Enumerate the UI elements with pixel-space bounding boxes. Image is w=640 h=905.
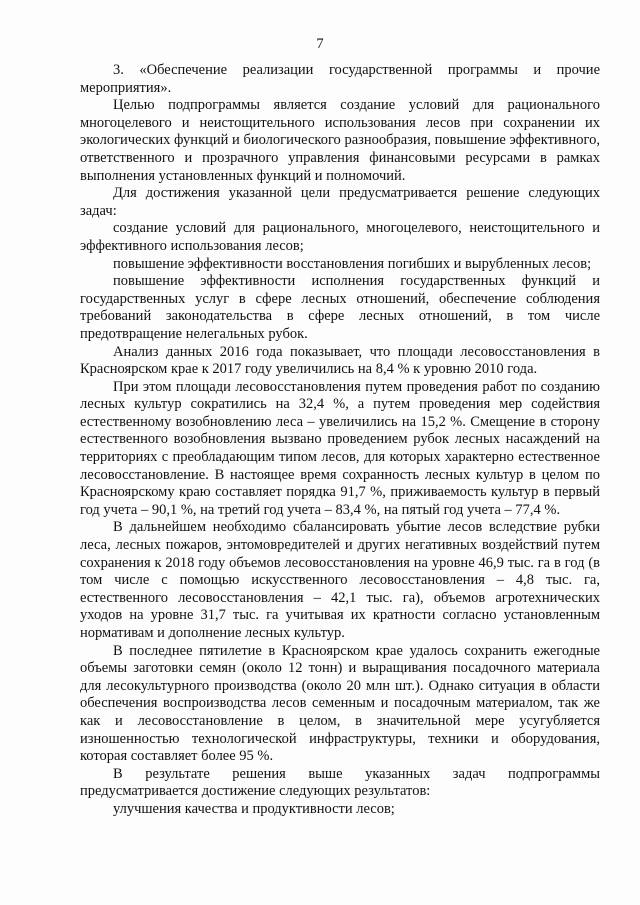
paragraph: В результате решения выше указанных задач подпрограммы предусматривается достижение следующих результатов: [80,765,600,800]
body-text [80,62,600,819]
paragraph: При этом площади лесовосстановления путем проведения работ по созданию лесных культур сократились на 32,4 %, а путем проведения мер содействия естественному возобновлению леса – увеличились на 15,2 %. Смещение в сторону естественного возобновления вызвано проведением рубок лесных насаждений на территориях с преобладающим типом лесов, для которых характерно естественное лесовосстановление. В настоящее время сохранность лесных культур в целом по Красноярскому краю составляет порядка 91,7 %, приживаемость культур в первый год учета – 90,1 %, на третий год учета – 83,4 %, на пятый год учета – 77,4 %. [80,378,600,518]
page-number: 7 [316,36,324,52]
paragraph: Анализ данных 2016 года показывает, что площади лесовосстановления в Красноярском крае к 2017 году увеличились на 8,4 % к уровню 2010 года. [80,343,600,378]
paragraph: В последнее пятилетие в Красноярском крае удалось сохранить ежегодные объемы заготовки семян (около 12 тонн) и выращивания посадочного материала для лесокультурного производства (около 20 млн шт.). Однако ситуация в области обеспечения воспроизводства лесов семенным и посадочным материалом, так же как и лесовосстановление в целом, в значительной мере усугубляется изношенностью технологической инфраструктуры, техники и оборудования, которая составляет более 95 %. [80,642,600,765]
paragraph: 3. «Обеспечение реализации государственной программы и прочие мероприятия». [80,62,600,96]
paragraph: повышение эффективности исполнения государственных функций и государственных услуг в сфере лесных отношений, обеспечение соблюдения требований законодательства в сфере лесных отношений, в том числе предотвращение нелегальных рубок. [80,273,600,342]
paragraph: повышение эффективности восстановления погибших и вырубленных лесов; [113,255,592,272]
paragraph: улучшения качества и продуктивности лесов; [113,800,395,817]
paragraph: Для достижения указанной цели предусматривается решение следующих задач: [80,185,600,219]
paragraph: Целью подпрограммы является создание условий для рационального многоцелевого и неистощительного использования лесов при сохранении их экологических функций и биологического разнообразия, повышение эффективного, ответственного и прозрачного управления финансовыми ресурсами в рамках выполнения установленных функций и полномочий. [80,97,600,184]
paragraph: В дальнейшем необходимо сбалансировать убытие лесов вследствие рубки леса, лесных пожаров, энтомовредителей и других негативных воздействий путем сохранения к 2018 году объемов лесовосстановления на уровне 46,9 тыс. га в год (в том числе с помощью искусственного лесовосстановления – 4,8 тыс. га, естественного лесовосстановления – 42,1 тыс. га), объемов агротехнических уходов на уровне 31,7 тыс. га учитывая их кратности согласно установленным нормативам и дополнение лесных культур. [80,519,600,641]
paragraph: создание условий для рационального, многоцелевого, неистощительного и эффективного использования лесов; [80,220,600,254]
